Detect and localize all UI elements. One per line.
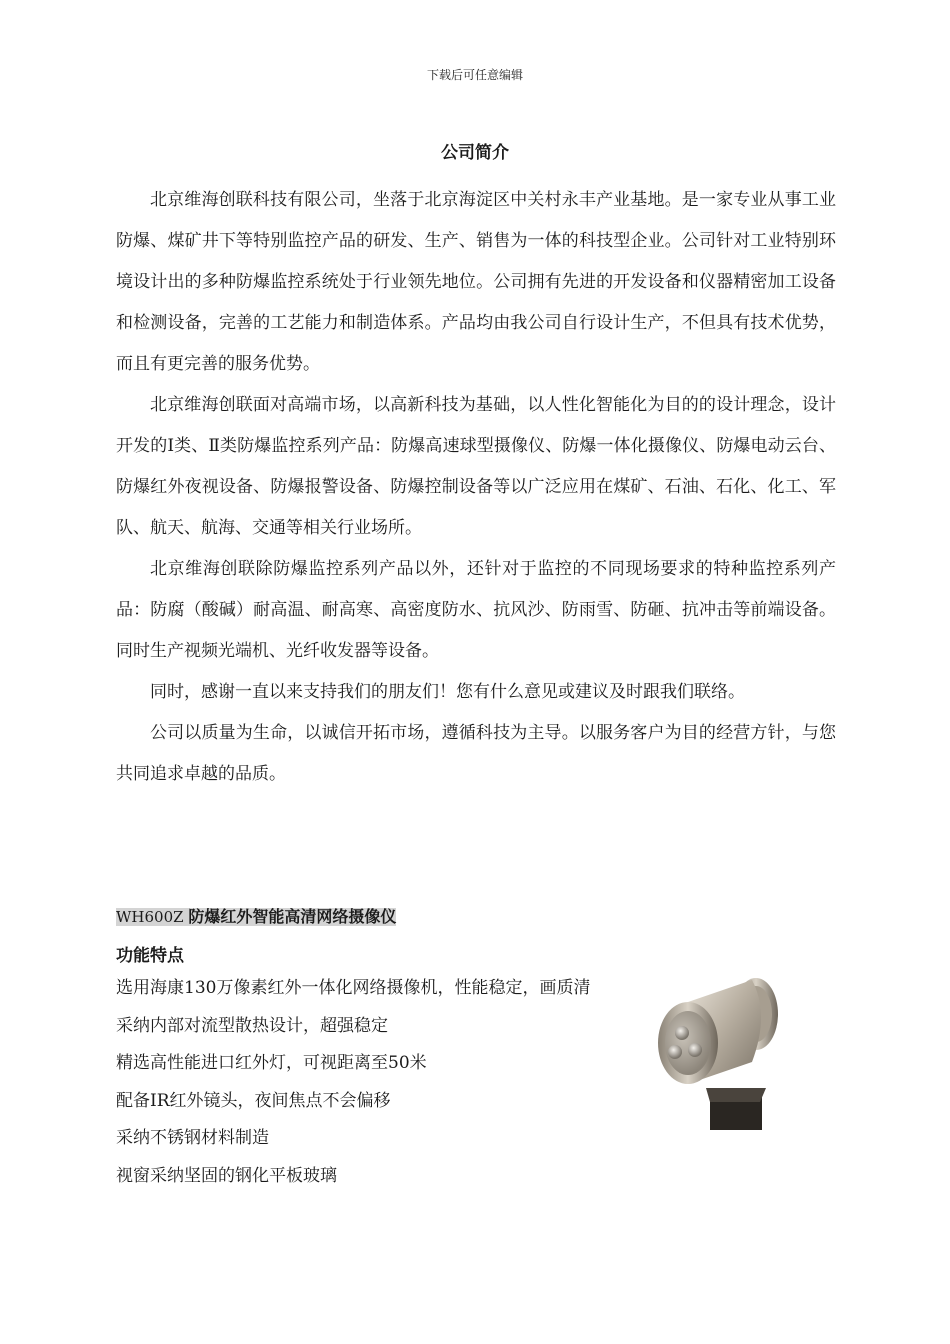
intro-paragraph: 同时，感谢一直以来支持我们的朋友们！您有什么意见或建议及时跟我们联络。 [150,682,745,702]
company-intro [116,180,836,795]
intro-paragraph: 北京维海创联科技有限公司，坐落于北京海淀区中关村永丰产业基地。是一家专业从事工业防爆、煤矿井下等特别监控产品的研发、生产、销售为一体的科技型企业。公司针对工业特别环境设计出的多种防爆监控系统处于行业领先地位。公司拥有先进的开发设备和仪器精密加工设备和检测设备，完善的工艺能力和制造体系。产品均由我公司自行设计生产，不但具有技术优势，而且有更完善的服务优势。 [116,190,836,374]
feature-item: 视窗采纳坚固的钢化平板玻璃 [116,1165,337,1186]
header-note: 下载后可任意编辑 [426,68,523,82]
product-title [116,904,396,927]
feature-item: 精选高性能进口红外灯，可视距离至50米 [116,1053,427,1073]
page-title: 公司简介 [441,143,509,163]
feature-item: 选用海康130万像素红外一体化网络摄像机，性能稳定，画质清 [116,978,591,998]
features-heading: 功能特点 [116,946,184,966]
features-list [116,970,636,1195]
intro-paragraph: 公司以质量为生命，以诚信开拓市场，遵循科技为主导。以服务客户为目的经营方针，与您共同追求卓越的品质。 [116,723,836,784]
product-model: WH600Z [116,908,184,926]
feature-item: 配备IR红外镜头，夜间焦点不会偏移 [116,1090,391,1111]
intro-paragraph: 北京维海创联面对高端市场，以高新科技为基础，以人性化智能化为目的的设计理念，设计开发的Ⅰ类、Ⅱ类防爆监控系列产品：防爆高速球型摄像仪、防爆一体化摄像仪、防爆电动云台、防爆红外夜视设备、防爆报警设备、防爆控制设备等以广泛应用在煤矿、石油、石化、化工、军队、航天、航海、交通等相关行业场所。 [116,395,836,538]
product-name: 防爆红外智能高清网络摄像仪 [188,907,397,926]
camera-product-image [648,970,788,1140]
intro-paragraph: 北京维海创联除防爆监控系列产品以外，还针对于监控的不同现场要求的特种监控系列产品：防腐（酸碱）耐高温、耐高寒、高密度防水、抗风沙、防雨雪、防砸、抗冲击等前端设备。同时生产视频光端机、光纤收发器等设备。 [116,559,836,661]
feature-item: 采纳内部对流型散热设计，超强稳定 [116,1015,388,1036]
feature-item: 采纳不锈钢材料制造 [116,1128,269,1148]
